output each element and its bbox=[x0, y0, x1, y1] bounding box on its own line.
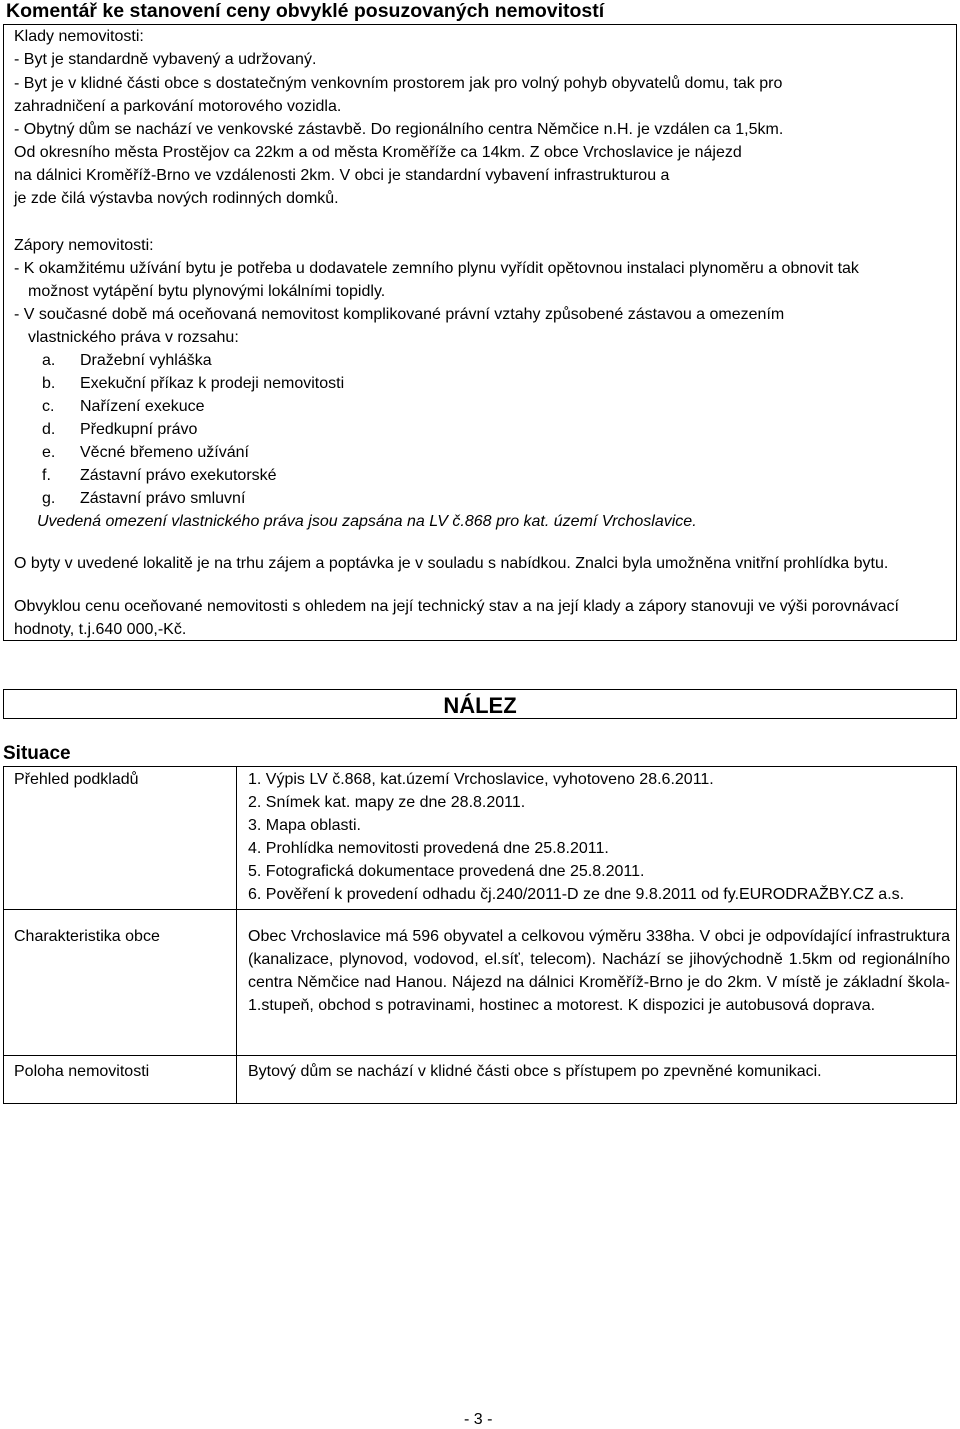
pros-line: Od okresního města Prostějov ca 22km a od města Kroměříže ca 14km. Z obce Vrchoslavice je nájezd bbox=[14, 144, 742, 161]
list-item: 2. Snímek kat. mapy ze dne 28.8.2011. bbox=[248, 794, 526, 811]
cons-line: - V současné době má oceňovaná nemovitost komplikované právní vztahy způsobené zástavou a omezením bbox=[14, 306, 785, 323]
list-item-letter: d. bbox=[42, 421, 56, 438]
pros-line: - Byt je standardně vybavený a udržovaný. bbox=[14, 51, 317, 68]
cons-line: možnost vytápění bytu plynovými lokálními topidly. bbox=[28, 283, 386, 300]
list-item-letter: f. bbox=[42, 467, 51, 484]
list-item: Zástavní právo smluvní bbox=[80, 490, 246, 507]
table-divider bbox=[4, 1055, 956, 1056]
list-item: Předkupní právo bbox=[80, 421, 198, 438]
row-label: Charakteristika obce bbox=[14, 928, 160, 945]
sources-list bbox=[248, 768, 904, 906]
page-number: - 3 - bbox=[464, 1411, 493, 1428]
pros-line: zahradničení a parkování motorového vozidla. bbox=[14, 98, 342, 115]
section-title: Komentář ke stanovení ceny obvyklé posuzovaných nemovitostí bbox=[6, 0, 605, 22]
list-item: Dražební vyhláška bbox=[80, 352, 212, 369]
commentary-box bbox=[3, 24, 957, 641]
row-label: Poloha nemovitosti bbox=[14, 1063, 150, 1080]
conclusion-line: hodnoty, t.j.640 000,-Kč. bbox=[14, 621, 187, 638]
table-divider bbox=[4, 909, 956, 910]
pros-line: - Obytný dům se nachází ve venkovské zástavbě. Do regionálního centra Němčice n.H. je vzdálen ca 1,5km. bbox=[14, 121, 784, 138]
list-item: 3. Mapa oblasti. bbox=[248, 817, 361, 834]
restriction-note: Uvedená omezení vlastnického práva jsou zapsána na LV č.868 pro kat. území Vrchoslavice. bbox=[37, 513, 697, 530]
market-text: O byty v uvedené lokalitě je na trhu zájem a poptávka je v souladu s nabídkou. Znalci byla umožněna vnitřní prohlídka bytu. bbox=[14, 555, 889, 572]
list-item: Věcné břemeno užívání bbox=[80, 444, 249, 461]
pros-line: je zde čilá výstavba nových rodinných domků. bbox=[14, 190, 339, 207]
table-divider bbox=[236, 767, 237, 1103]
cons-heading: Zápory nemovitosti: bbox=[14, 237, 154, 254]
list-item: 1. Výpis LV č.868, kat.území Vrchoslavice, vyhotoveno 28.6.2011. bbox=[248, 771, 714, 788]
list-item: Zástavní právo exekutorské bbox=[80, 467, 277, 484]
list-item: 5. Fotografická dokumentace provedená dne 25.8.2011. bbox=[248, 863, 645, 880]
list-item: 6. Pověření k provedení odhadu čj.240/2011-D ze dne 9.8.2011 od fy.EURODRAŽBY.CZ a.s. bbox=[248, 886, 905, 903]
location-text: Bytový dům se nachází v klidné části obce s přístupem po zpevněné komunikaci. bbox=[248, 1063, 822, 1080]
pros-line: na dálnici Kroměříž-Brno ve vzdálenosti 2km. V obci je standardní vybavení infrastrukturou a bbox=[14, 167, 670, 184]
list-item-letter: e. bbox=[42, 444, 56, 461]
nalez-heading: NÁLEZ bbox=[3, 689, 957, 719]
list-item: Exekuční příkaz k prodeji nemovitosti bbox=[80, 375, 345, 392]
pros-line: - Byt je v klidné části obce s dostatečným venkovním prostorem jak pro volný pohyb obyvatelů domu, tak pro bbox=[14, 75, 783, 92]
pros-heading: Klady nemovitosti: bbox=[14, 28, 144, 45]
list-item-letter: g. bbox=[42, 490, 56, 507]
cons-line: - K okamžitému užívání bytu je potřeba u dodavatele zemního plynu vyřídit opětovnou instalaci plynoměru a obnovit tak bbox=[14, 260, 859, 277]
list-item: Nařízení exekuce bbox=[80, 398, 205, 415]
row-label: Přehled podkladů bbox=[14, 771, 139, 788]
situation-table bbox=[3, 766, 957, 1104]
municipality-text: Obec Vrchoslavice má 596 obyvatel a celkovou výměru 338ha. V obci je odpovídající infrastruktura (kanalizace, plynovod, vodovod, el.síť, telecom). Nachází se jihovýchodně 1.5km od regionálního centra Němčice nad Hanou. Nájezd na dálnici Kroměříž-Brno je do 2km. V místě je základní škola-1.stupeň, obchod s potravinami, hostinec a motorest. K dispozici je autobusová doprava. bbox=[248, 928, 950, 1014]
list-item-letter: a. bbox=[42, 352, 56, 369]
list-item: 4. Prohlídka nemovitosti provedená dne 25.8.2011. bbox=[248, 840, 609, 857]
cons-line: vlastnického práva v rozsahu: bbox=[28, 329, 239, 346]
list-item-letter: b. bbox=[42, 375, 56, 392]
conclusion-line: Obvyklou cenu oceňované nemovitosti s ohledem na její technický stav a na její klady a zápory stanovuji ve výši porovnávací bbox=[14, 598, 899, 615]
list-item-letter: c. bbox=[42, 398, 55, 415]
situace-heading: Situace bbox=[3, 743, 71, 764]
